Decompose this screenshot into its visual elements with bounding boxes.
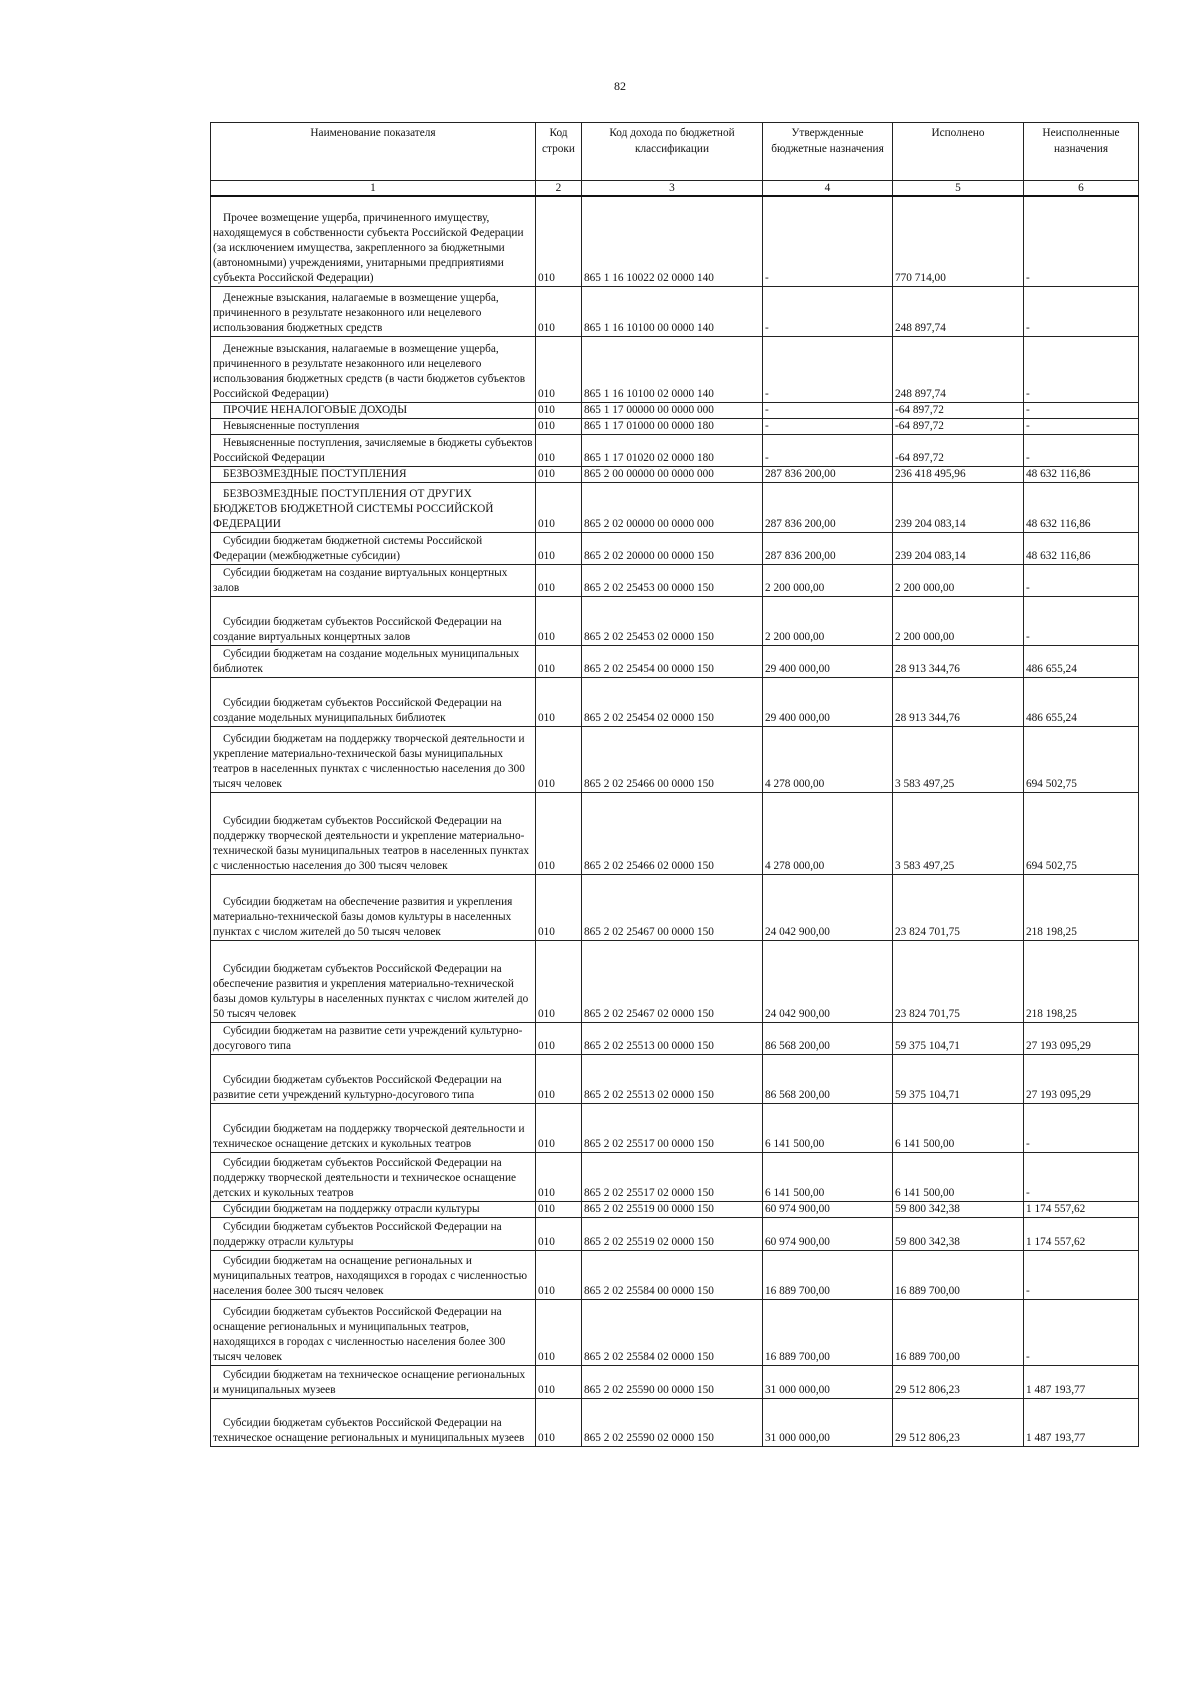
unexecuted-amount: 218 198,25: [1024, 874, 1139, 940]
executed-amount: 29 512 806,23: [893, 1365, 1024, 1398]
unexecuted-amount: -: [1024, 1152, 1139, 1201]
indicator-name: Субсидии бюджетам субъектов Российской Федерации на техническое оснащение региональных и муниципальных музеев: [211, 1398, 536, 1446]
column-number: 1: [211, 181, 536, 197]
unexecuted-amount: -: [1024, 596, 1139, 645]
approved-amount: 6 141 500,00: [763, 1103, 893, 1152]
table-row: [211, 726, 1139, 792]
income-code: 865 2 02 25513 00 0000 150: [582, 1022, 763, 1054]
indicator-name: Субсидии бюджетам на оснащение региональных и муниципальных театров, находящихся в городах с численностью населения более 300 тысяч человек: [211, 1250, 536, 1299]
income-code: 865 2 00 00000 00 0000 000: [582, 466, 763, 482]
approved-amount: 24 042 900,00: [763, 940, 893, 1022]
indicator-name: Субсидии бюджетам субъектов Российской Федерации на развитие сети учреждений культурно-досугового типа: [211, 1054, 536, 1103]
executed-amount: 2 200 000,00: [893, 564, 1024, 596]
executed-amount: -64 897,72: [893, 418, 1024, 434]
indicator-name: Субсидии бюджетам субъектов Российской Федерации на оснащение региональных и муниципальных театров, находящихся в городах с численностью населения более 300 тысяч человек: [211, 1299, 536, 1365]
indicator-name: Субсидии бюджетам субъектов Российской Федерации на поддержку творческой деятельности и техническое оснащение детских и кукольных театров: [211, 1152, 536, 1201]
approved-amount: 86 568 200,00: [763, 1054, 893, 1103]
executed-amount: 236 418 495,96: [893, 466, 1024, 482]
indicator-name: Субсидии бюджетам на создание модельных муниципальных библиотек: [211, 645, 536, 677]
column-number-row: [211, 181, 1139, 197]
executed-amount: 59 375 104,71: [893, 1022, 1024, 1054]
income-code: 865 2 02 25466 02 0000 150: [582, 792, 763, 874]
income-code: 865 1 16 10100 00 0000 140: [582, 286, 763, 336]
approved-amount: 4 278 000,00: [763, 792, 893, 874]
income-code: 865 2 02 25454 00 0000 150: [582, 645, 763, 677]
header-approved: Утвержденные бюджетные назначения: [763, 123, 893, 181]
approved-amount: 24 042 900,00: [763, 874, 893, 940]
executed-amount: 16 889 700,00: [893, 1299, 1024, 1365]
table-body: [211, 196, 1139, 1446]
unexecuted-amount: 218 198,25: [1024, 940, 1139, 1022]
indicator-name: Субсидии бюджетам на развитие сети учреждений культурно-досугового типа: [211, 1022, 536, 1054]
executed-amount: 6 141 500,00: [893, 1152, 1024, 1201]
column-number: 3: [582, 181, 763, 197]
line-code: 010: [536, 532, 582, 564]
income-code: 865 2 02 25590 02 0000 150: [582, 1398, 763, 1446]
unexecuted-amount: 27 193 095,29: [1024, 1054, 1139, 1103]
line-code: 010: [536, 1152, 582, 1201]
indicator-name: Субсидии бюджетам на техническое оснащение региональных и муниципальных музеев: [211, 1365, 536, 1398]
line-code: 010: [536, 645, 582, 677]
approved-amount: 29 400 000,00: [763, 645, 893, 677]
approved-amount: 29 400 000,00: [763, 677, 893, 726]
income-code: 865 2 02 25519 00 0000 150: [582, 1201, 763, 1217]
executed-amount: 28 913 344,76: [893, 645, 1024, 677]
unexecuted-amount: -: [1024, 336, 1139, 402]
line-code: 010: [536, 677, 582, 726]
table-row: [211, 564, 1139, 596]
line-code: 010: [536, 596, 582, 645]
approved-amount: 31 000 000,00: [763, 1398, 893, 1446]
income-code: 865 2 02 25584 02 0000 150: [582, 1299, 763, 1365]
approved-amount: 60 974 900,00: [763, 1201, 893, 1217]
indicator-name: Субсидии бюджетам субъектов Российской Федерации на создание модельных муниципальных библиотек: [211, 677, 536, 726]
table-row: [211, 940, 1139, 1022]
income-code: 865 2 02 25453 02 0000 150: [582, 596, 763, 645]
approved-amount: 86 568 200,00: [763, 1022, 893, 1054]
income-code: 865 2 02 25590 00 0000 150: [582, 1365, 763, 1398]
approved-amount: -: [763, 418, 893, 434]
approved-amount: 60 974 900,00: [763, 1217, 893, 1250]
income-code: 865 2 02 25454 02 0000 150: [582, 677, 763, 726]
table-row: [211, 466, 1139, 482]
approved-amount: 287 836 200,00: [763, 466, 893, 482]
indicator-name: ПРОЧИЕ НЕНАЛОГОВЫЕ ДОХОДЫ: [211, 402, 536, 418]
income-code: 865 2 02 00000 00 0000 000: [582, 482, 763, 532]
approved-amount: 16 889 700,00: [763, 1250, 893, 1299]
line-code: 010: [536, 1201, 582, 1217]
table-row: [211, 1250, 1139, 1299]
header-unexecuted: Неисполненные назначения: [1024, 123, 1139, 181]
executed-amount: 2 200 000,00: [893, 596, 1024, 645]
table-row: [211, 1398, 1139, 1446]
indicator-name: Денежные взыскания, налагаемые в возмещение ущерба, причиненного в результате незаконного или нецелевого использования бюджетных средств: [211, 286, 536, 336]
table-row: [211, 596, 1139, 645]
table-row: [211, 196, 1139, 286]
unexecuted-amount: -: [1024, 402, 1139, 418]
unexecuted-amount: -: [1024, 1250, 1139, 1299]
indicator-name: Субсидии бюджетам бюджетной системы Российской Федерации (межбюджетные субсидии): [211, 532, 536, 564]
executed-amount: 239 204 083,14: [893, 532, 1024, 564]
executed-amount: 3 583 497,25: [893, 792, 1024, 874]
unexecuted-amount: 694 502,75: [1024, 726, 1139, 792]
unexecuted-amount: -: [1024, 286, 1139, 336]
unexecuted-amount: 486 655,24: [1024, 677, 1139, 726]
indicator-name: БЕЗВОЗМЕЗДНЫЕ ПОСТУПЛЕНИЯ ОТ ДРУГИХ БЮДЖЕТОВ БЮДЖЕТНОЙ СИСТЕМЫ РОССИЙСКОЙ ФЕДЕРАЦИИ: [211, 482, 536, 532]
unexecuted-amount: 48 632 116,86: [1024, 466, 1139, 482]
approved-amount: 287 836 200,00: [763, 482, 893, 532]
line-code: 010: [536, 564, 582, 596]
income-code: 865 2 02 25513 02 0000 150: [582, 1054, 763, 1103]
income-code: 865 1 17 01020 02 0000 180: [582, 434, 763, 466]
executed-amount: 239 204 083,14: [893, 482, 1024, 532]
indicator-name: Денежные взыскания, налагаемые в возмещение ущерба, причиненного в результате незаконного или нецелевого использования бюджетных средств (в части бюджетов субъектов Российской Федерации): [211, 336, 536, 402]
executed-amount: 3 583 497,25: [893, 726, 1024, 792]
executed-amount: 248 897,74: [893, 286, 1024, 336]
executed-amount: 6 141 500,00: [893, 1103, 1024, 1152]
income-code: 865 2 02 25466 00 0000 150: [582, 726, 763, 792]
line-code: 010: [536, 940, 582, 1022]
table-row: [211, 1201, 1139, 1217]
executed-amount: 59 800 342,38: [893, 1217, 1024, 1250]
approved-amount: 2 200 000,00: [763, 596, 893, 645]
line-code: 010: [536, 286, 582, 336]
line-code: 010: [536, 434, 582, 466]
executed-amount: 770 714,00: [893, 196, 1024, 286]
header-indicator-name: Наименование показателя: [211, 123, 536, 181]
unexecuted-amount: -: [1024, 564, 1139, 596]
income-code: 865 2 02 25584 00 0000 150: [582, 1250, 763, 1299]
unexecuted-amount: 27 193 095,29: [1024, 1022, 1139, 1054]
table-row: [211, 1022, 1139, 1054]
table-row: [211, 874, 1139, 940]
approved-amount: 31 000 000,00: [763, 1365, 893, 1398]
column-number: 5: [893, 181, 1024, 197]
executed-amount: 248 897,74: [893, 336, 1024, 402]
header-executed: Исполнено: [893, 123, 1024, 181]
line-code: 010: [536, 418, 582, 434]
indicator-name: Субсидии бюджетам на поддержку отрасли культуры: [211, 1201, 536, 1217]
unexecuted-amount: 486 655,24: [1024, 645, 1139, 677]
income-code: 865 1 16 10100 02 0000 140: [582, 336, 763, 402]
executed-amount: -64 897,72: [893, 434, 1024, 466]
indicator-name: Субсидии бюджетам субъектов Российской Федерации на поддержку творческой деятельности и укрепление материально-технической базы муниципальных театров в населенных пунктах с численностью населения до 300 тысяч человек: [211, 792, 536, 874]
indicator-name: Субсидии бюджетам на создание виртуальных концертных залов: [211, 564, 536, 596]
executed-amount: 59 375 104,71: [893, 1054, 1024, 1103]
indicator-name: Прочее возмещение ущерба, причиненного имуществу, находящемуся в собственности субъекта Российской Федерации (за исключением имущества, закрепленного за бюджетными (автономными) учреждениями, унитарными предприятиями субъекта Российской Федерации): [211, 196, 536, 286]
indicator-name: Субсидии бюджетам на поддержку творческой деятельности и техническое оснащение детских и кукольных театров: [211, 1103, 536, 1152]
approved-amount: 2 200 000,00: [763, 564, 893, 596]
line-code: 010: [536, 1299, 582, 1365]
revenue-table: [210, 122, 1139, 1447]
unexecuted-amount: -: [1024, 434, 1139, 466]
table-row: [211, 1103, 1139, 1152]
approved-amount: 287 836 200,00: [763, 532, 893, 564]
executed-amount: 23 824 701,75: [893, 874, 1024, 940]
indicator-name: Субсидии бюджетам субъектов Российской Федерации на создание виртуальных концертных залов: [211, 596, 536, 645]
line-code: 010: [536, 1054, 582, 1103]
table-row: [211, 418, 1139, 434]
unexecuted-amount: 1 487 193,77: [1024, 1398, 1139, 1446]
header-line-code: Код строки: [536, 123, 582, 181]
line-code: 010: [536, 196, 582, 286]
table-row: [211, 336, 1139, 402]
column-number: 6: [1024, 181, 1139, 197]
income-code: 865 1 16 10022 02 0000 140: [582, 196, 763, 286]
indicator-name: Невыясненные поступления, зачисляемые в бюджеты субъектов Российской Федерации: [211, 434, 536, 466]
income-code: 865 2 02 20000 00 0000 150: [582, 532, 763, 564]
indicator-name: Субсидии бюджетам на поддержку творческой деятельности и укрепление материально-технической базы муниципальных театров в населенных пунктах с численностью населения до 300 тысяч человек: [211, 726, 536, 792]
line-code: 010: [536, 402, 582, 418]
line-code: 010: [536, 336, 582, 402]
unexecuted-amount: 1 487 193,77: [1024, 1365, 1139, 1398]
indicator-name: Субсидии бюджетам на обеспечение развития и укрепления материально-технической базы домов культуры в населенных пунктах с числом жителей до 50 тысяч человек: [211, 874, 536, 940]
table-row: [211, 1054, 1139, 1103]
line-code: 010: [536, 792, 582, 874]
unexecuted-amount: 48 632 116,86: [1024, 532, 1139, 564]
table-header-row: [211, 123, 1139, 181]
line-code: 010: [536, 1365, 582, 1398]
column-number: 2: [536, 181, 582, 197]
table-row: [211, 677, 1139, 726]
line-code: 010: [536, 726, 582, 792]
unexecuted-amount: -: [1024, 1103, 1139, 1152]
indicator-name: Субсидии бюджетам субъектов Российской Федерации на обеспечение развития и укрепления материально-технической базы домов культуры в населенных пунктах с числом жителей до 50 тысяч человек: [211, 940, 536, 1022]
income-code: 865 1 17 00000 00 0000 000: [582, 402, 763, 418]
unexecuted-amount: 1 174 557,62: [1024, 1217, 1139, 1250]
income-code: 865 2 02 25453 00 0000 150: [582, 564, 763, 596]
approved-amount: -: [763, 402, 893, 418]
income-code: 865 1 17 01000 00 0000 180: [582, 418, 763, 434]
income-code: 865 2 02 25467 02 0000 150: [582, 940, 763, 1022]
line-code: 010: [536, 1398, 582, 1446]
executed-amount: 59 800 342,38: [893, 1201, 1024, 1217]
income-code: 865 2 02 25517 00 0000 150: [582, 1103, 763, 1152]
unexecuted-amount: -: [1024, 196, 1139, 286]
line-code: 010: [536, 1250, 582, 1299]
table-row: [211, 1299, 1139, 1365]
line-code: 010: [536, 1103, 582, 1152]
table-row: [211, 434, 1139, 466]
income-code: 865 2 02 25467 00 0000 150: [582, 874, 763, 940]
approved-amount: -: [763, 196, 893, 286]
approved-amount: 16 889 700,00: [763, 1299, 893, 1365]
table-row: [211, 532, 1139, 564]
executed-amount: 28 913 344,76: [893, 677, 1024, 726]
executed-amount: 23 824 701,75: [893, 940, 1024, 1022]
unexecuted-amount: -: [1024, 418, 1139, 434]
executed-amount: -64 897,72: [893, 402, 1024, 418]
table-row: [211, 1217, 1139, 1250]
approved-amount: 6 141 500,00: [763, 1152, 893, 1201]
approved-amount: -: [763, 286, 893, 336]
unexecuted-amount: 48 632 116,86: [1024, 482, 1139, 532]
indicator-name: Субсидии бюджетам субъектов Российской Федерации на поддержку отрасли культуры: [211, 1217, 536, 1250]
executed-amount: 16 889 700,00: [893, 1250, 1024, 1299]
table-row: [211, 1152, 1139, 1201]
page-number: 82: [614, 79, 626, 93]
table-row: [211, 402, 1139, 418]
indicator-name: Невыясненные поступления: [211, 418, 536, 434]
unexecuted-amount: -: [1024, 1299, 1139, 1365]
executed-amount: 29 512 806,23: [893, 1398, 1024, 1446]
table-row: [211, 792, 1139, 874]
unexecuted-amount: 1 174 557,62: [1024, 1201, 1139, 1217]
table-row: [211, 482, 1139, 532]
table-row: [211, 1365, 1139, 1398]
approved-amount: -: [763, 336, 893, 402]
indicator-name: БЕЗВОЗМЕЗДНЫЕ ПОСТУПЛЕНИЯ: [211, 466, 536, 482]
income-code: 865 2 02 25519 02 0000 150: [582, 1217, 763, 1250]
unexecuted-amount: 694 502,75: [1024, 792, 1139, 874]
header-income-code: Код дохода по бюджетной классификации: [582, 123, 763, 181]
column-number: 4: [763, 181, 893, 197]
line-code: 010: [536, 466, 582, 482]
approved-amount: 4 278 000,00: [763, 726, 893, 792]
line-code: 010: [536, 1022, 582, 1054]
line-code: 010: [536, 1217, 582, 1250]
approved-amount: -: [763, 434, 893, 466]
income-code: 865 2 02 25517 02 0000 150: [582, 1152, 763, 1201]
table-row: [211, 645, 1139, 677]
table-row: [211, 286, 1139, 336]
line-code: 010: [536, 874, 582, 940]
line-code: 010: [536, 482, 582, 532]
